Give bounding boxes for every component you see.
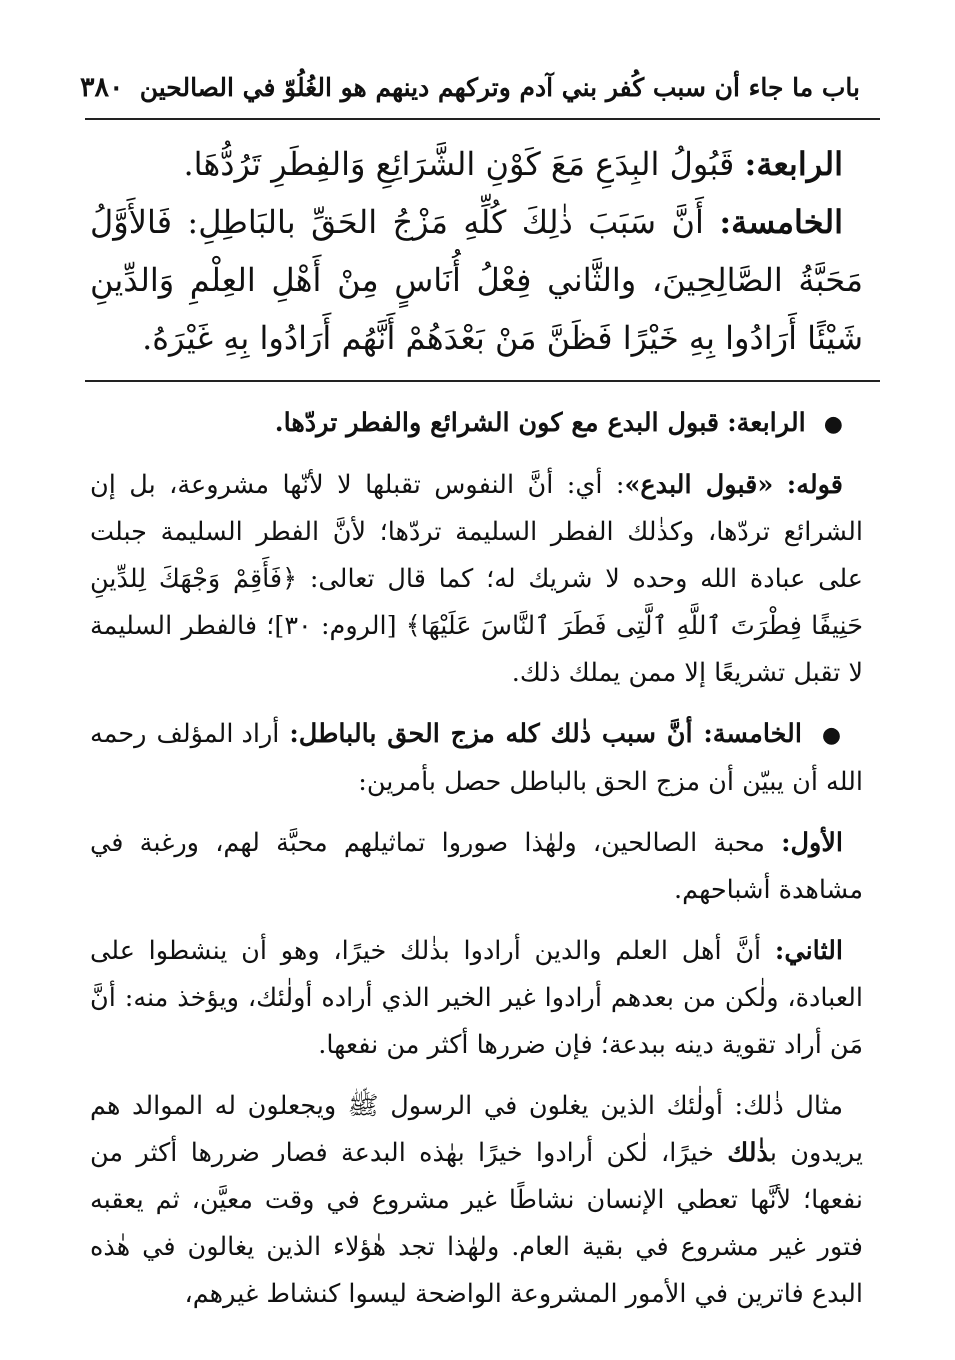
matn-fourth [90, 135, 863, 193]
section-rule [85, 380, 880, 382]
sharh-p1 [90, 400, 863, 448]
sharh-section [90, 400, 863, 1318]
matn-section [90, 135, 863, 367]
matn-fifth [90, 193, 863, 367]
sharh-p5-text: أنَّ أهل العلم والدين أرادوا بذٰلك خيرًا، وهو أن ينشطوا على العبادة، ولٰكن من بعدهم أرادوا غير الخير الذي أراده أولٰئك، ويؤخذ منه: أنَّ مَن أراد تقوية دينه ببدعة؛ فإن ضررها أكثر من نفعها. [90, 936, 863, 1060]
sharh-p5 [90, 928, 863, 1069]
sharh-p4-label: الأول: [781, 828, 843, 858]
sharh-p6-text-b: خيرًا، لٰكن أرادوا خيرًا بهٰذه البدعة فصار ضررها أكثر من نفعها؛ لأنَّها تعطي الإنسان نشاطًا غير مشروع في وقت معيَّن، ثم يعقبه فتور غير مشروع في بقية العام. ولهٰذا تجد هٰؤلاء الذين يغالون في هٰذه البدع فاترين في الأمور المشروعة الواضحة ليسوا كنشاط غيرهم، [90, 1138, 863, 1309]
sharh-p6 [90, 1083, 863, 1318]
sharh-p4-text: محبة الصالحين، ولهٰذا صوروا تماثيلهم محبَّة لهم، ورغبة في مشاهدة أشباحهم. [90, 828, 863, 905]
sharh-p6-text-a: مثال ذٰلك: أولٰئك الذين يغلون في الرسول ﷺ ويجعلون له الموالد هم يريدون ب [90, 1091, 863, 1168]
matn-fifth-label: الخامسة: [719, 203, 844, 241]
sharh-p5-label: الثاني: [774, 936, 843, 966]
bullet-icon: ● [823, 412, 843, 437]
header-rule [85, 118, 880, 120]
sharh-p4 [90, 820, 863, 914]
matn-fourth-label: الرابعة: [744, 145, 843, 183]
sharh-p6-bold: ذٰلك [727, 1138, 770, 1168]
bullet-icon: ● [821, 723, 843, 748]
sharh-p1-text: قبول البدع مع كون الشرائع والفطر تردّها. [274, 408, 720, 438]
sharh-p3-text: أراد المؤلف رحمه الله أن يبيّن أن مزج الحق بالباطل حصل بأمرين: [90, 719, 863, 797]
sharh-p3-label: الخامسة: أنَّ سبب ذٰلك كله مزج الحق بالباطل: [289, 719, 802, 749]
sharh-p2 [90, 462, 863, 697]
matn-fifth-text: أَنَّ سَبَبَ ذٰلِكَ كُلِّهِ مَزْجُ الحَقِّ بالبَاطِلِ: فَالأَوَّلُ مَحَبَّةُ الصَّالِحِينَ، والثَّاني فِعْلُ أُنَاسٍ مِنْ أَهْلِ العِلْمِ وَالدِّينِ شَيْئًا أَرَادُوا بِهِ خَيْرًا فَظَنَّ مَنْ بَعْدَهُمْ أَنَّهُم أَرَادُوا بِهِ غَيْرَهُ. [90, 203, 863, 357]
sharh-p1-label: الرابعة: [727, 408, 806, 438]
matn-fourth-text: قَبُولُ البِدَعِ مَعَ كَوْنِ الشَّرَائِعِ وَالفِطَرِ تَرُدُّهَا. [183, 145, 735, 183]
sharh-p2-label: قوله: [786, 470, 843, 500]
sharh-p2-quote: «قبول البدع» [624, 470, 774, 500]
sharh-p3 [90, 711, 863, 806]
sharh-p2-text: : أي: أنَّ النفوس تقبلها لا لأنّها مشروعة، بل إن الشرائع تردّها، وكذٰلك الفطر السليمة تردّها؛ لأنَّ الفطر السليمة جبلت على عبادة الله وحده لا شريك له؛ كما قال تعالى: ﴿فَأَقِمْ وَجْهَكَ لِلدِّينِ حَنِيفًا فِطْرَتَ ٱللَّهِ ٱلَّتِى فَطَرَ ٱلنَّاسَ عَلَيْهَا﴾ [الروم: ٣٠]؛ فالفطر السليمة لا تقبل تشريعًا إلا ممن يملك ذلك. [90, 470, 863, 688]
running-header [80, 62, 860, 112]
page-number: ٣٨٠ [80, 71, 124, 103]
chapter-title: باب ما جاء أن سبب كُفر بني آدم وتركهم دينهم هو الغُلُوّ في الصالحين [139, 72, 860, 102]
